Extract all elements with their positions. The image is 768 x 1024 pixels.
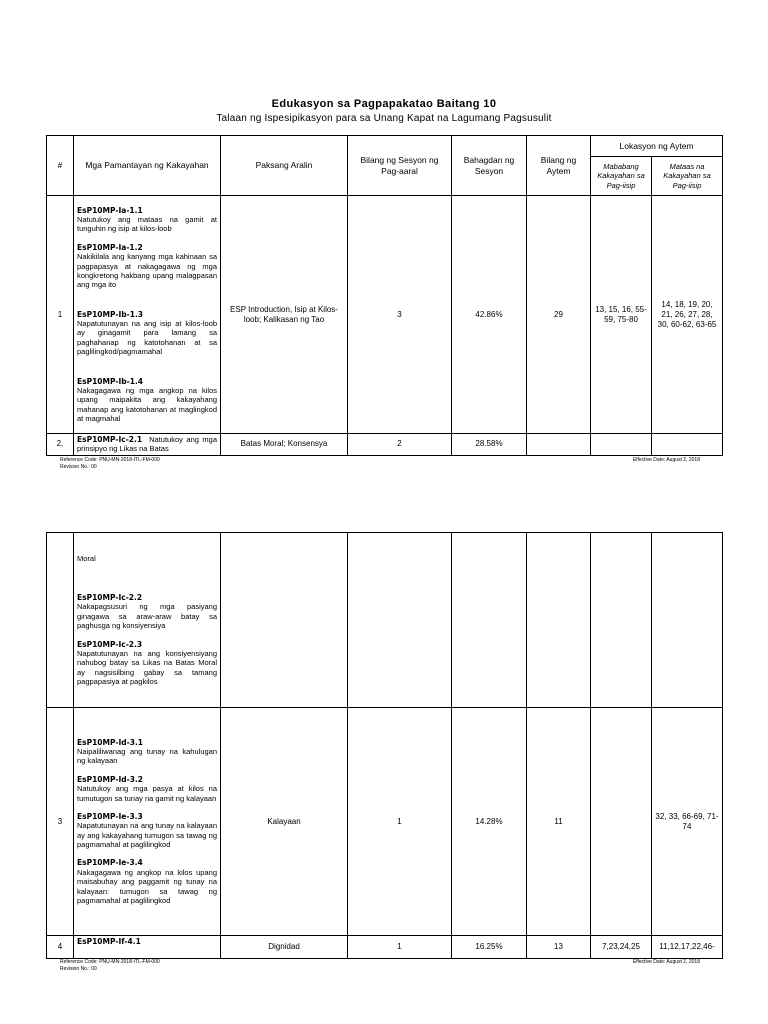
- competency-code: EsP10MP-Ib-1.3: [77, 309, 144, 319]
- location-high-cell: 32, 33, 66-69, 71-74: [652, 708, 723, 936]
- row-number: 3: [47, 708, 74, 936]
- row-number: [47, 533, 74, 708]
- location-low-cell: [591, 533, 652, 708]
- location-high-cell: 11,12,17,22,46-: [652, 936, 723, 959]
- reference-code: Reference Code: PNU-MN-2018-ITL-FM-000: [60, 457, 160, 463]
- footer-reference: [60, 959, 160, 973]
- location-high-cell: 14, 18, 19, 20, 21, 26, 27, 28, 30, 60-62, 63-65: [652, 196, 723, 434]
- competency-desc: Napatutunayan na ang konsiyensiyang nahubog batay sa Likas na Batas Moral ay nagsisilbing gabay sa tamang pagpapasiya at pagkilos: [77, 648, 217, 686]
- items-cell: 29: [527, 196, 591, 434]
- sessions-cell: 3: [348, 196, 452, 434]
- row-number: 2.: [47, 434, 74, 456]
- competency-code: EsP10MP-Id-3.2: [77, 774, 144, 784]
- table-row: [47, 708, 723, 936]
- sessions-cell: 1: [348, 708, 452, 936]
- competency-cell: [74, 434, 221, 456]
- competency-desc: Nakikilala ang kanyang mga kahinaan sa pagpapasya at nakagagawa ng mga kongkretong hakbang upang malagpasan ang mga ito: [77, 252, 217, 290]
- competency-desc: Nakagagawa ng angkop na kilos upang maisabuhay ang paggamit ng tunay na kalayaan: tumugon sa tawag ng pagmamahal at paglilingkod: [77, 867, 217, 905]
- competency-code: EsP10MP-Ic-2.3: [77, 639, 143, 649]
- competency-desc: Napatutunayan na ang tunay na kalayaan ay ang kakayahang tumugon sa tawag ng pagmamahal at paglilingkod: [77, 821, 217, 850]
- competency-code: EsP10MP-Ia-1.1: [77, 205, 143, 215]
- table-row: [47, 196, 723, 434]
- competency-cell: [74, 196, 221, 434]
- competency-cell: [74, 708, 221, 936]
- topic-cell: Kalayaan: [221, 708, 348, 936]
- document-page-2: [0, 505, 768, 1024]
- header-topic: Paksang Aralin: [221, 136, 348, 196]
- table-row: [47, 434, 723, 456]
- percent-cell: 42.86%: [452, 196, 527, 434]
- competency-desc: Moral: [77, 553, 96, 563]
- competency-code: EsP10MP-If-4.1: [77, 937, 141, 946]
- percent-cell: 14.28%: [452, 708, 527, 936]
- sessions-cell: 2: [348, 434, 452, 456]
- header-location: Lokasyon ng Aytem: [591, 136, 723, 157]
- header-sessions: Bilang ng Sesyon ng Pag-aaral: [348, 136, 452, 196]
- items-cell: [527, 434, 591, 456]
- revision-number: Revision No.: 00: [60, 965, 97, 972]
- header-number: #: [47, 136, 74, 196]
- specification-table: [46, 135, 723, 456]
- table-row: [47, 936, 723, 959]
- competency-desc: Naipaliliwanag ang tunay na kahulugan ng kalayaan: [77, 747, 217, 766]
- header-competency: Mga Pamantayan ng Kakayahan: [74, 136, 221, 196]
- competency-desc: Natutukoy ang mga prinsipyo ng Likas na Batas: [77, 435, 217, 454]
- header-items: Bilang ng Aytem: [527, 136, 591, 196]
- topic-cell: Dignidad: [221, 936, 348, 959]
- competency-cell: [74, 533, 221, 708]
- document-subtitle: Talaan ng Ispesipikasyon para sa Unang Kapat na Lagumang Pagsusulit: [216, 113, 552, 124]
- location-low-cell: [591, 434, 652, 456]
- location-low-cell: 13, 15, 16, 55-59, 75-80: [591, 196, 652, 434]
- reference-code: Reference Code: PNU-MN-2018-ITL-FM-000: [60, 959, 160, 965]
- topic-cell: [221, 533, 348, 708]
- location-high-cell: [652, 434, 723, 456]
- competency-desc: Nakapagsusuri ng mga pasiyang ginagawa sa araw-araw batay sa paghusga ng konsiyensiya: [77, 602, 217, 631]
- footer-effective-date: Effective Date: August 2, 2018: [632, 959, 700, 965]
- items-cell: 13: [527, 936, 591, 959]
- competency-code: EsP10MP-Ic-2.2: [77, 593, 143, 602]
- items-cell: 11: [527, 708, 591, 936]
- footer-reference: [60, 457, 160, 471]
- row-number: 1: [47, 196, 74, 434]
- revision-number: Revision No.: 00: [60, 463, 97, 470]
- competency-desc: Natutukoy ang mga pasya at kilos na tumutugon sa tunay na gamit ng kalayaan: [77, 784, 217, 803]
- document-page-1: [0, 0, 768, 505]
- document-title: Edukasyon sa Pagpapakatao Baitang 10: [271, 98, 497, 110]
- table-row: [47, 533, 723, 708]
- competency-desc: Nakagagawa ng mga angkop na kilos upang maipakita ang kakayahang mahanap ang katotohanan at maglingkod at magmahal: [77, 385, 217, 423]
- competency-code: EsP10MP-Ic-2.1: [77, 435, 143, 444]
- header-location-high: Mataas na Kakayahan sa Pag-iisip: [652, 157, 723, 196]
- competency-desc: Napatutunayan na ang isip at kilos-loob ay ginagamit para lamang sa paghahanap ng katotohanan at sa paglilingkod/pagmamahal: [77, 319, 217, 357]
- percent-cell: 16.25%: [452, 936, 527, 959]
- footer-effective-date: Effective Date: August 2, 2018: [632, 457, 700, 463]
- percent-cell: 28.58%: [452, 434, 527, 456]
- specification-table-continued: [46, 532, 723, 959]
- percent-cell: [452, 533, 527, 708]
- location-high-cell: [652, 533, 723, 708]
- header-percent: Bahagdan ng Sesyon: [452, 136, 527, 196]
- competency-code: EsP10MP-Ia-1.2: [77, 242, 143, 252]
- location-low-cell: [591, 708, 652, 936]
- location-low-cell: 7,23,24,25: [591, 936, 652, 959]
- topic-cell: Batas Moral; Konsensya: [221, 434, 348, 456]
- sessions-cell: [348, 533, 452, 708]
- sessions-cell: 1: [348, 936, 452, 959]
- competency-code: EsP10MP-Ib-1.4: [77, 376, 144, 386]
- row-number: 4: [47, 936, 74, 959]
- competency-code: EsP10MP-Id-3.1: [77, 737, 144, 747]
- competency-code: EsP10MP-Ie-3.3: [77, 811, 143, 821]
- items-cell: [527, 533, 591, 708]
- header-location-low: Mababang Kakayahan sa Pag-iisip: [591, 157, 652, 196]
- topic-cell: ESP Introduction, Isip at Kilos-loob; Kalikasan ng Tao: [221, 196, 348, 434]
- competency-code: EsP10MP-Ie-3.4: [77, 858, 143, 868]
- competency-desc: Natutukoy ang mataas na gamit at tunguhin ng isip at kilos-loob: [77, 215, 217, 234]
- competency-cell: [74, 936, 221, 959]
